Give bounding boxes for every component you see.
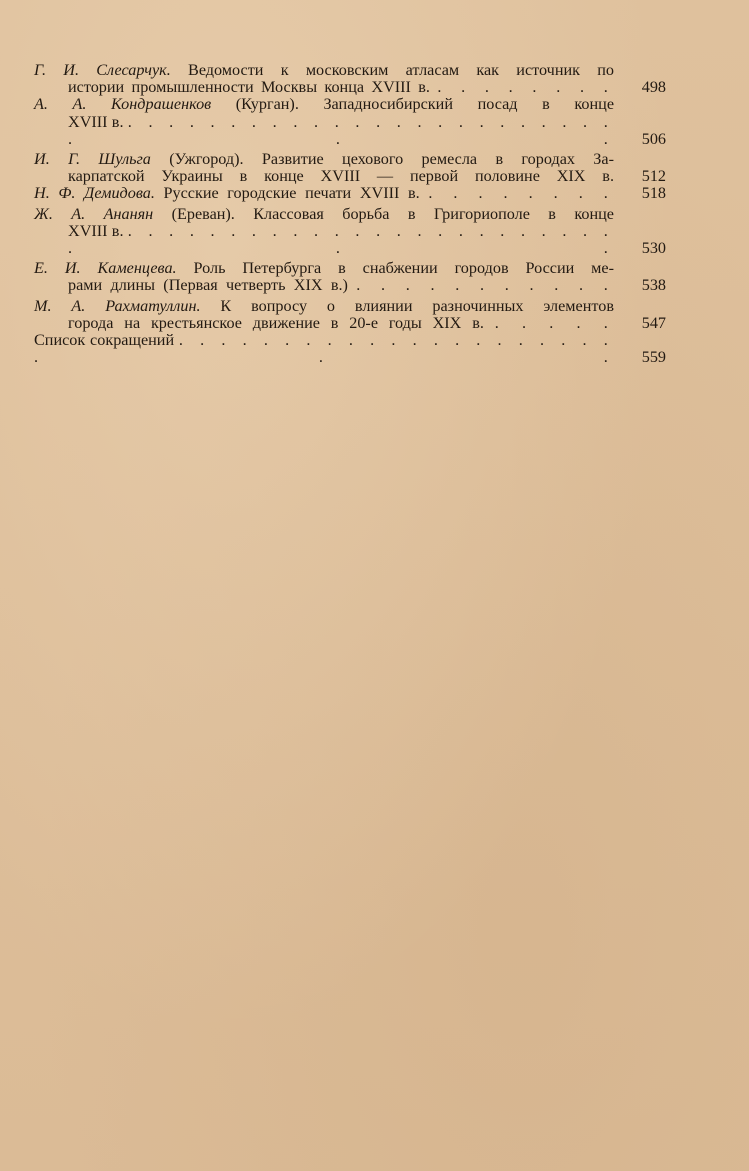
table-of-contents — [34, 62, 666, 366]
toc-title: Роль Петербурга в снабжении городов России ме- — [193, 259, 614, 278]
toc-entry-line — [34, 151, 614, 168]
toc-entry-line — [34, 79, 614, 96]
toc-page-number: 498 — [641, 78, 666, 97]
toc-entry-line — [34, 277, 614, 294]
toc-page-number: 530 — [641, 239, 666, 258]
toc-entry-line — [34, 168, 614, 185]
toc-entry-line — [34, 206, 614, 223]
toc-entry — [34, 332, 666, 366]
toc-title: Список сокращений — [34, 331, 175, 350]
toc-entry-text — [34, 62, 614, 96]
toc-author: А. А. Кондрашенков — [34, 95, 212, 114]
toc-entry-line — [34, 96, 614, 113]
toc-author: И. Г. Шульга — [34, 150, 151, 169]
toc-entry-text — [34, 151, 614, 185]
toc-page-number: 559 — [641, 348, 666, 367]
toc-title-cont: XVIII в. — [68, 112, 124, 131]
toc-entry-text — [34, 206, 614, 258]
toc-page-number: 506 — [641, 129, 666, 148]
toc-leader-dots: . . . . . — [494, 313, 615, 332]
toc-author: М. А. Рахматуллин. — [34, 296, 201, 315]
toc-title-cont: рами длины (Первая четверть XIX в.) — [68, 276, 348, 295]
toc-entry-line — [34, 223, 614, 257]
toc-title-cont: карпатской Украины в конце XVIII — первой половине XIX в. — [68, 167, 614, 186]
toc-entry — [34, 96, 666, 148]
toc-title-cont: XVIII в. — [68, 221, 124, 240]
toc-leader-dots: . . . . . . . . . . . — [356, 276, 614, 295]
toc-entry — [34, 62, 666, 96]
toc-entry-line — [34, 332, 614, 366]
toc-entry — [34, 185, 666, 202]
toc-entry — [34, 260, 666, 294]
toc-title-cont: города на крестьянское движение в 20-е годы XIX в. — [68, 313, 484, 332]
toc-author: Н. Ф. Демидова. — [34, 184, 155, 203]
toc-entry — [34, 298, 666, 332]
toc-title: (Ереван). Классовая борьба в Григориополе в конце — [171, 204, 614, 223]
toc-entry-line — [34, 185, 614, 202]
toc-leader-dots: . . . . . . . . . . . . . . . . . . . . . . . . — [34, 331, 615, 367]
toc-entry-line — [34, 114, 614, 148]
toc-leader-dots: . . . . . . . . . . . . . . . . . . . . . . . . . . . — [68, 112, 614, 148]
toc-page-number: 518 — [641, 184, 666, 203]
toc-entry-line — [34, 62, 614, 79]
toc-author: Г. И. Слесарчук. — [34, 61, 171, 79]
toc-entry-text — [34, 260, 614, 294]
toc-entry-line — [34, 260, 614, 277]
toc-page-number: 547 — [641, 313, 666, 332]
toc-title: (Курган). Западносибирский посад в конце — [235, 95, 615, 114]
toc-leader-dots: . . . . . . . . . . . . . . . . . . . . . . . . . . . — [68, 221, 614, 258]
toc-title: (Ужгород). Развитие цехового ремесла в городах За- — [169, 150, 614, 169]
toc-entry-text — [34, 332, 614, 366]
toc-title: К вопросу о влиянии разночинных элементов — [220, 296, 614, 315]
toc-author: Е. И. Каменцева. — [34, 259, 177, 278]
toc-title: Ведомости к московским атласам как источник по — [188, 61, 615, 79]
toc-title: Русские городские печати XVIII в. — [163, 184, 420, 203]
toc-leader-dots: . . . . . . . . — [428, 184, 615, 203]
toc-author: Ж. А. Ананян — [34, 204, 154, 223]
toc-entry-text — [34, 298, 614, 332]
toc-entry-text — [34, 96, 614, 148]
toc-leader-dots: . . . . . . . . — [437, 78, 615, 97]
toc-entry-line — [34, 315, 614, 332]
toc-page-number: 512 — [641, 167, 666, 186]
toc-title-cont: истории промышленности Москвы конца XVIII в. — [68, 78, 430, 97]
toc-entry — [34, 206, 666, 258]
toc-entry — [34, 151, 666, 185]
toc-entry-line — [34, 298, 614, 315]
toc-entry-text — [34, 185, 614, 202]
toc-page-number: 538 — [641, 276, 666, 295]
